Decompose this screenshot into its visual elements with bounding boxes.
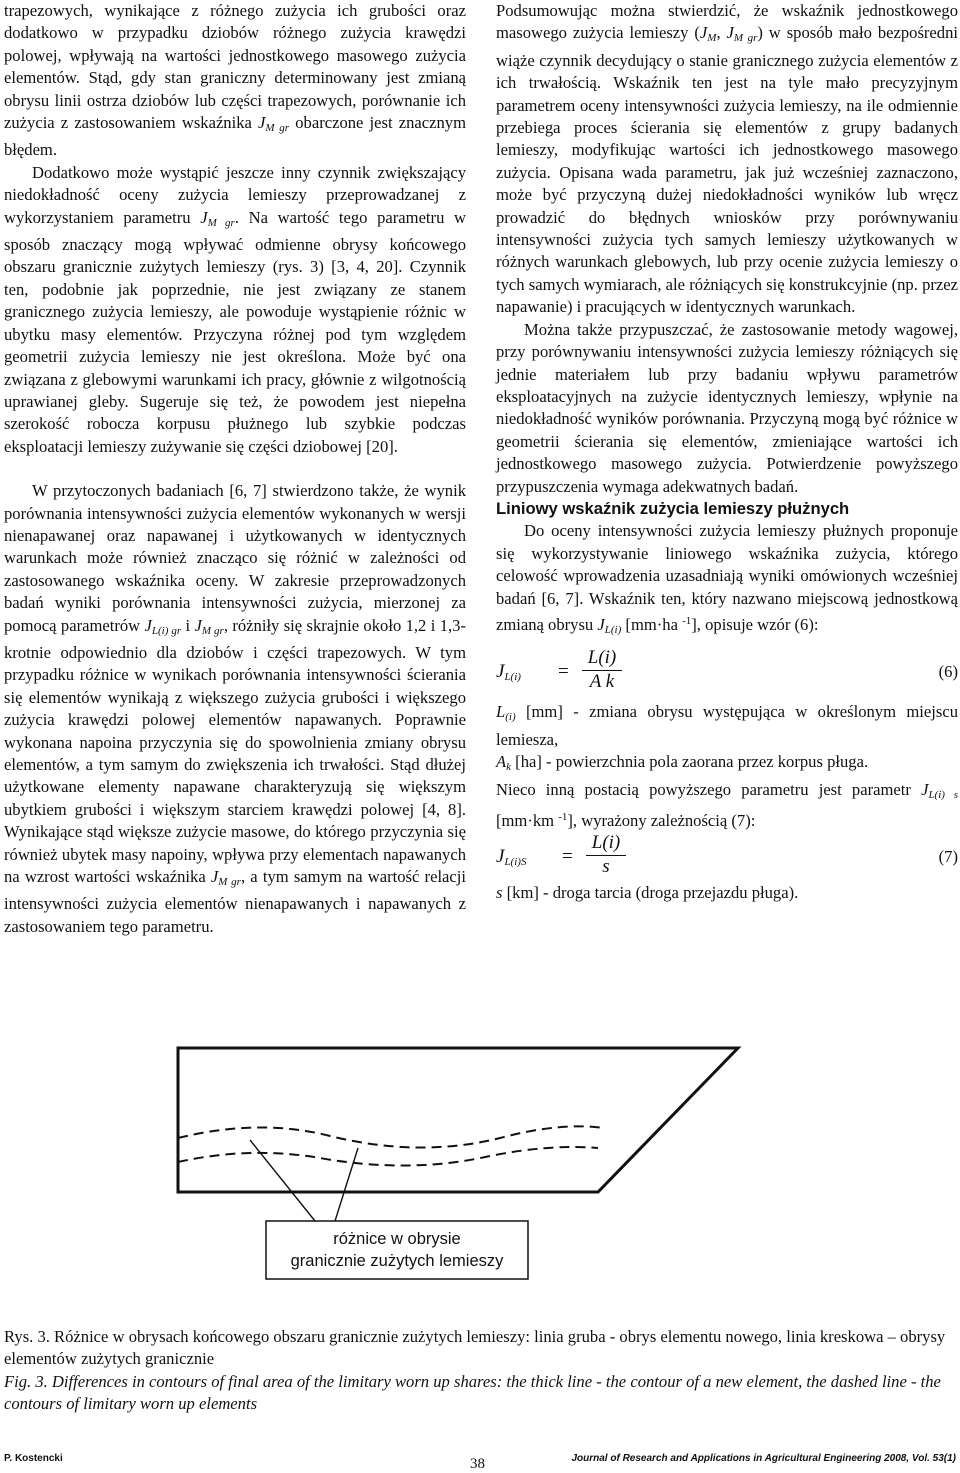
definitions: s [km] - droga tarcia (droga przejazdu pługa). <box>496 883 799 903</box>
pointer-line <box>250 1140 315 1221</box>
paragraph: trapezowych, wynikające z różnego zużycia ich grubości oraz dodatkowo w przypadku dziobów różnego zużycia krawędzi polowej, wpływają na wartości jednostkowego masowego zużycia elementów. Stąd, gdy stan graniczny determinowany jest zmianą obrysu linii ostrza dziobów lub części trapezowych, porównanie ich zużycia z zastosowaniem wskaźnika $J_{M gr}$ obarczone jest znacznym błędem. <box>4 1 466 160</box>
worn-contour-2 <box>178 1147 598 1166</box>
equation-number: (6) <box>938 662 958 682</box>
figure-caption <box>4 1326 956 1416</box>
pointer-line <box>335 1148 358 1221</box>
left-column <box>4 0 466 938</box>
page-number: 38 <box>470 1456 485 1472</box>
paragraph: Można także przypuszczać, że zastosowanie metody wagowej, przy porównywaniu intensywności zużycia lemieszy różniących się jednie materiałem lub przy badaniu wpływu parametrów eksploatacyjnych na zużycie identycznych lemieszy, wpłynie na niedokładność wyników porównania. Przyczyną mogą być różnice w geometrii ścierania się elementów, zmieniające wartości ich jednostkowego masowego zużycia. Potwierdzenie powyższego przypuszczenia wymaga adekwatnych badań. <box>496 319 958 496</box>
worn-contour-1 <box>178 1126 604 1147</box>
paragraph: Dodatkowo może wystąpić jeszcze inny czynnik zwiększający niedokładność oceny zużycia lemieszy przeprowadzanej z wykorzystaniem parametru $J_{M gr}$. Na wartość tego parametru w sposób znaczący mogą wpływać odmienne obrysy końcowego obszaru granicznie zużytych lemieszy (rys. 3) [3, 4, 20]. Czynnik ten, podobnie jak poprzednie, nie jest związany ze stanem granicznego zużycia lemieszy, ale powoduje wystąpienie różnic w ubytku masy elementów. Przyczyna różnej pod tym względem geometrii zużycia lemieszy nie jest określona. Może być ona związana z glebowymi warunkami ich pracy, głównie z wilgotnością uprawianej gleby. Sugeruje się też, że powodem jest niepełna szerokość robocza korpusu płużnego lub szybkie podczas eksploatacji lemieszy zużywanie się części dziobowej [20]. <box>4 162 467 456</box>
equation-7: $J_{L(i)S}$ = $\frac{L(i)}{s}$ (7) <box>496 832 958 877</box>
definitions: $L_{(i)}$ [mm] - zmiana obrysu występująca w określonym miejscu lemiesza, $A_k$ [ha] - powierzchnia pola zaorana przez korpus pługa. Nieco inną postacią powyższego parametru jest parametr $J_{L(i) s}$ [mm·km $^{-1}$], wyrażony zależnością (7): <box>496 702 958 830</box>
paragraph: Podsumowując można stwierdzić, że wskaźnik jednostkowego masowego zużycia lemieszy ($J_M$, $J_{M gr}$) w sposób mało bezpośredni wiąże czynnik decydujący o stanie granicznego zużycia elementów z ich trwałością. Wskaźnik ten jest na tyle mało precyzyjnym parametrem oceny intensywności zużycia lemieszy, na ile odmiennie przebiega proces ścierania się elementów z grupy badanych lemieszy, modyfikując wartości ich jednostkowego masowego zużycia. Opisana wada parametru, jak już wcześniej zaznaczono, może być przyczyną dużej niedokładności wyników lub wręcz prowadzić do błędnych wniosków przy porównywaniu intensywności zużycia tych samych lemieszy użytkowanych w różnych warunkach glebowych, lub przy ocenie zużycia lemieszy o tych samych wymiarach, ale różniących się konstrukcyjnie (np. przez napawanie) i pracujących w identycznych warunkach. <box>496 1 958 317</box>
right-column <box>496 0 958 905</box>
figure-share-contours <box>0 1040 960 1285</box>
paragraph: Do oceny intensywności zużycia lemieszy płużnych proponuje się wykorzystywanie liniowego wskaźnika zużycia, którego celowość wprowadzenia uzasadniają wyniki omówionych wcześniej badań [6, 7]. Wskaźnik ten, który nazwano miejscową jednostkową zmianą obrysu $J_{L(i)}$ [mm·ha $^{-1}$], opisuje wzór (6): <box>496 521 958 636</box>
footer-author: P. Kostencki <box>4 1453 63 1464</box>
equation-number: (7) <box>938 847 958 867</box>
paragraph: W przytoczonych badaniach [6, 7] stwierdzono także, że wynik porównania intensywności zużycia elementów wykonanych w wersji nienapawanej oraz napawanej i użytkowanych w identycznych warunkach może również znacząco się różnić w zależności od zastosowanego wskaźnika oceny. W zakresie przeprowadzonych badań wyniki porównania intensywności zużycia, mierzonej za pomocą parametrów $J_{L(i) gr}$ i $J_{M gr}$, różniły się skrajnie około 1,2 i 1,3-krotnie odpowiednio dla dziobów i części trapezowych. W tym przypadku różnice w wynikach porównania intensywności ścierania się elementów wynikają z większego zużycia grubości i większego zużycia krawędzi polowej elementów napawanych. Poprawnie wykonana napoina przyczynia się do spowolnienia zmiany obrysu elementów, a tym samym do zwiększenia ich trwałości. Stąd dłużej użytkowane elementy napawane charakteryzują się większym ubytkiem grubości i większym starciem krawędzi polowej [4, 8]. Wynikające stąd większe zużycie masowe, do którego przyczynia się również ubytek masy napoiny, wpływa przy elementach napawanych na wzrost wartości wskaźnika $J_{M gr}$, a tym samym na wartość relacji intensywności zużycia elementów nienapawanych i napawanych z zastosowaniem tego parametru. <box>4 481 467 936</box>
new-element-contour <box>178 1048 738 1192</box>
section-heading: Liniowy wskaźnik zużycia lemieszy płużnych <box>496 498 850 518</box>
caption-polish: Rys. 3. Różnice w obrysach końcowego obszaru granicznie zużytych lemieszy: linia gruba - obrys elementu nowego, linia kreskowa – obrysy elementów zużytych granicznie <box>4 1327 946 1369</box>
caption-english: Fig. 3. Differences in contours of final area of the limitary worn up shares: the thick line - the contour of a new element, the dashed line - the contours of limitary worn up elements <box>4 1371 941 1414</box>
figure-label-line-1: różnice w obrysie <box>333 1230 461 1248</box>
equation-6: $J_{L(i)}$ = $\frac{L(i)}{\text{A k}}$ (6) <box>496 647 958 692</box>
figure-label-line-2: granicznie zużytych lemieszy <box>290 1252 504 1270</box>
page-footer <box>0 1450 960 1473</box>
share-contour-drawing <box>0 1040 960 1285</box>
footer-journal: Journal of Research and Applications in Agricultural Engineering 2008, Vol. 53(1) <box>571 1453 956 1464</box>
